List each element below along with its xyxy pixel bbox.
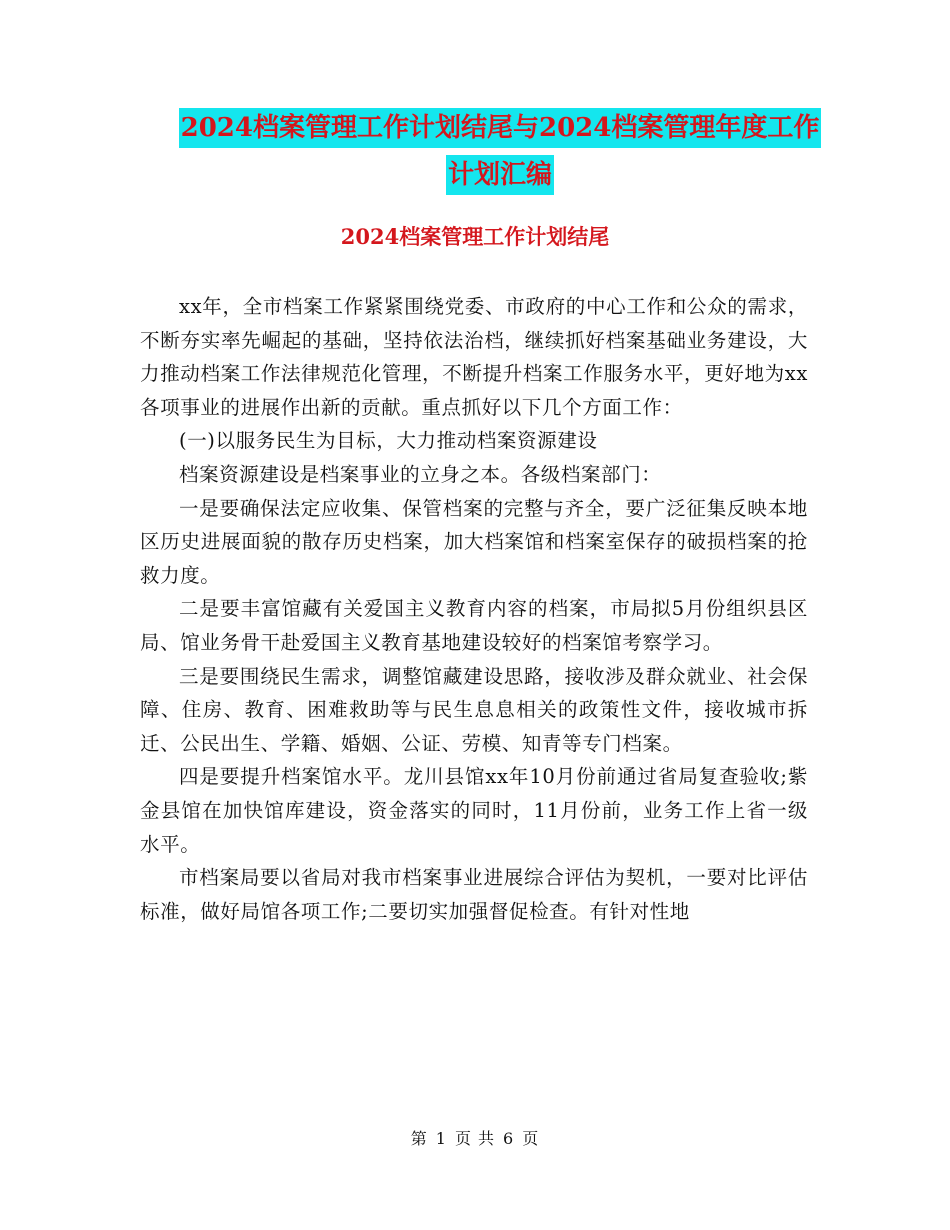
paragraph: 四是要提升档案馆水平。龙川县馆xx年10月份前通过省局复查验收;紫金县馆在加快馆库建设，资金落实的同时，11月份前，业务工作上省一级水平。 <box>140 765 808 856</box>
footer-prefix: 第 <box>410 1129 428 1148</box>
paragraph: xx年，全市档案工作紧紧围绕党委、市政府的中心工作和公众的需求，不断夯实率先崛起的基础，坚持依法治档，继续抓好档案基础业务建设，大力推动档案工作法律规范化管理，不断提升档案工作服务水平，更好地为xx各项事业的进展作出新的贡献。重点抓好以下几个方面工作： <box>140 295 808 419</box>
paragraph: 档案资源建设是档案事业的立身之本。各级档案部门： <box>179 462 662 486</box>
paragraph: (一)以服务民生为目标，大力推动档案资源建设 <box>179 429 598 453</box>
paragraph: 市档案局要以省局对我市档案事业进展综合评估为契机，一要对比评估标准，做好局馆各项工作;二要切实加强督促检查。有针对性地 <box>140 866 808 923</box>
body-text <box>140 290 808 928</box>
title-line-1: 2024档案管理工作计划结尾与2024档案管理年度工作 <box>179 108 822 148</box>
footer-middle: 页 共 <box>454 1129 496 1148</box>
page-footer <box>0 1126 950 1149</box>
section-heading: 2024档案管理工作计划结尾 <box>340 224 610 249</box>
page-number: 1 <box>435 1129 447 1148</box>
document-title <box>140 108 860 202</box>
total-pages: 6 <box>503 1129 515 1148</box>
footer-suffix: 页 <box>522 1129 540 1148</box>
title-line-2: 计划汇编 <box>446 155 554 195</box>
paragraph: 三是要围绕民生需求，调整馆藏建设思路，接收涉及群众就业、社会保障、住房、教育、困难救助等与民生息息相关的政策性文件，接收城市拆迁、公民出生、学籍、婚姻、公证、劳模、知青等专门档案。 <box>140 664 808 755</box>
paragraph: 一是要确保法定应收集、保管档案的完整与齐全，要广泛征集反映本地区历史进展面貌的散存历史档案，加大档案馆和档案室保存的破损档案的抢救力度。 <box>140 496 808 587</box>
paragraph: 二是要丰富馆藏有关爱国主义教育内容的档案，市局拟5月份组织县区局、馆业务骨干赴爱国主义教育基地建设较好的档案馆考察学习。 <box>140 597 808 654</box>
